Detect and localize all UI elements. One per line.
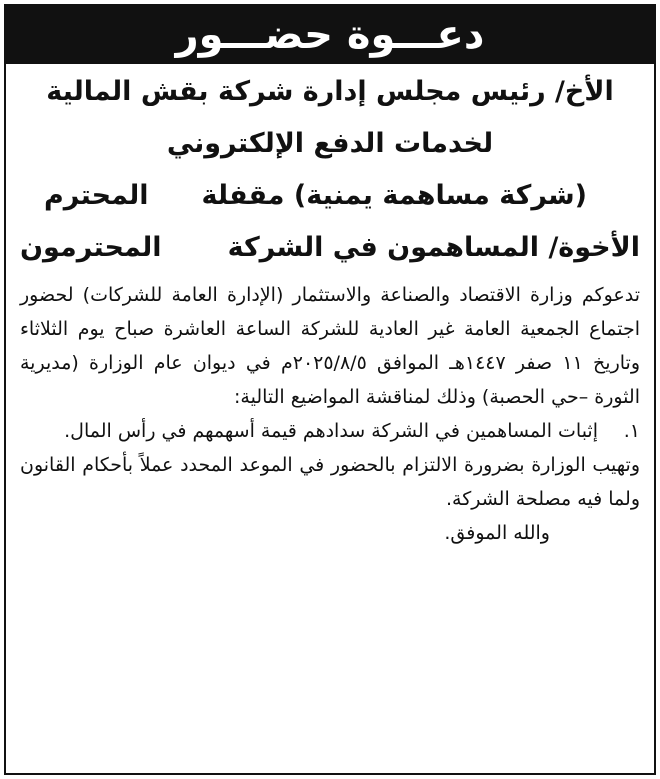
agenda-item-text: إثبات المساهمين في الشركة سدادهم قيمة أسهمهم في رأس المال.: [64, 420, 598, 442]
agenda-item-number: ١.: [623, 420, 640, 442]
shareholders-honorific: المحترمون: [20, 232, 162, 263]
notice-title-banner: [6, 6, 654, 64]
addressee-line-2: لخدمات الدفع الإلكتروني: [166, 128, 494, 159]
addressee-company-type: (شركة مساهمة يمنية) مقفلة: [201, 180, 588, 211]
invitation-notice: [4, 4, 656, 775]
notice-body: [20, 278, 640, 550]
addressee-line-3: [20, 170, 640, 222]
shareholders-addressee: الأخوة/ المساهمون في الشركة: [227, 232, 640, 263]
notice-content: [20, 66, 640, 763]
addressee-line-4: [20, 222, 640, 274]
invitation-paragraph: تدعوكم وزارة الاقتصاد والصناعة والاستثمار (الإدارة العامة للشركات) لحضور اجتماع الجمعية العامة غير العادية للشركة الساعة العاشرة صباح يوم الثلاثاء وتاريخ ١١ صفر ١٤٤٧هـ الموافق ٢٠٢٥/٨/٥م في ديوان عام الوزارة (مديرية الثورة –حي الحصبة) وذلك لمناقشة المواضيع التالية:: [20, 284, 640, 408]
signoff: والله الموفق.: [444, 522, 550, 544]
notice-title: دعـــوة حضـــور: [175, 12, 485, 58]
agenda-item: [20, 414, 640, 448]
closing-paragraph: وتهيب الوزارة بضرورة الالتزام بالحضور في الموعد المحدد عملاً بأحكام القانون ولما فيه مصلحة الشركة.: [20, 454, 640, 510]
addressee-line-1: الأخ/ رئيس مجلس إدارة شركة بقش المالية: [46, 76, 614, 107]
addressee-honorific: المحترم: [44, 180, 149, 211]
